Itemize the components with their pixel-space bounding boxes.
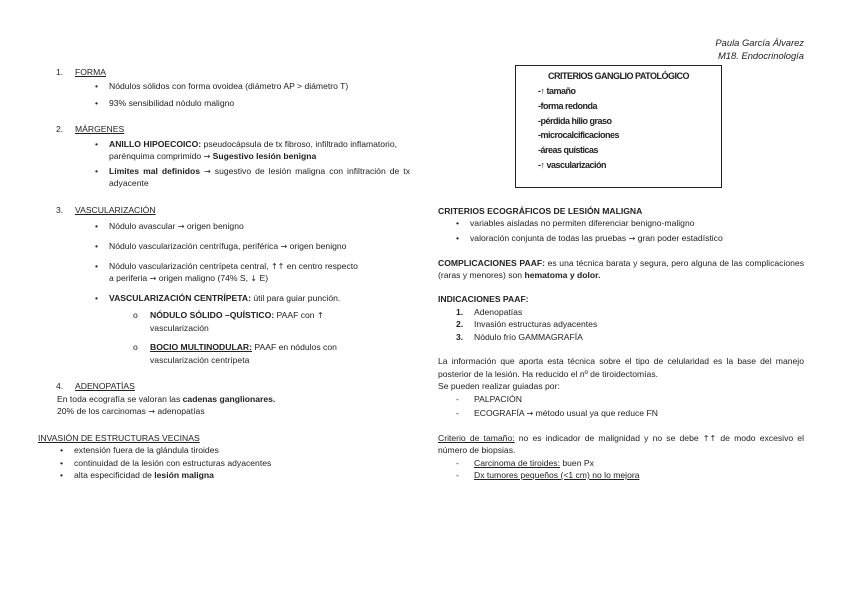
section-tamano bbox=[438, 432, 804, 482]
list-item: • Nódulo avascular → origen benigno bbox=[95, 220, 410, 233]
author-name: Paula García Álvarez bbox=[715, 37, 804, 48]
section-adenopatias: 4. ADENOPATÍAS En toda ecografía se valoran las cadenas ganglionares. 20% de los carcinomas → adenopatías bbox=[38, 380, 410, 418]
paragraph: 20% de los carcinomas → adenopatías bbox=[57, 406, 205, 417]
course-name: M18. Endocrinología bbox=[718, 50, 804, 62]
list-item: • extensión fuera de la glándula tiroides bbox=[60, 444, 410, 456]
list-item: - ECOGRAFÍA → método usual ya que reduce FN bbox=[456, 407, 804, 420]
box-item: -microcalcificaciones bbox=[538, 130, 620, 141]
sub-list-item: o NÓDULO SÓLIDO –QUÍSTICO: PAAF con ↑ vascularización bbox=[133, 309, 370, 334]
list-item: • alta especificidad de lesión maligna bbox=[60, 469, 410, 481]
section-margenes: 2. MÁRGENES • ANILLO HIPOECOICO: pseudocápsula de tx fibroso, infiltrado inflamatorio, parénquima comprimido → Sugestivo lesión benigna • Límites mal definidos → sugestivo de lesión maligna con infiltración de tx adyacente bbox=[38, 123, 410, 190]
list-item: - PALPACIÓN bbox=[456, 393, 804, 405]
section-title: FORMA bbox=[75, 67, 107, 77]
section-forma: 1. FORMA • Nódulos sólidos con forma ovoidea (diámetro AP > diámetro T) • 93% sensibilidad nódulo maligno bbox=[38, 66, 410, 109]
section-complicaciones: COMPLICACIONES PAAF: es una técnica barata y segura, pero alguna de las complicaciones (raras y menores) son hematoma y dolor. bbox=[438, 257, 804, 280]
list-item: • Nódulo vascularización centrífuga, periférica → origen benigno bbox=[95, 240, 410, 253]
section-title: CRITERIOS ECOGRÁFICOS DE LESIÓN MALIGNA bbox=[438, 206, 643, 216]
left-column bbox=[38, 66, 410, 481]
paragraph: En toda ecografía se valoran las cadenas ganglionares. bbox=[57, 393, 276, 404]
box-item: -forma redonda bbox=[538, 100, 598, 111]
paragraph: Criterio de tamaño: no es indicador de malignidad y no se debe ↑↑ de modo excesivo el número de biopsias. bbox=[438, 432, 804, 456]
list-item: • VASCULARIZACIÓN CENTRÍPETA: útil para guiar punción. bbox=[95, 292, 410, 304]
section-criterios bbox=[438, 205, 804, 245]
section-title: INVASIÓN DE ESTRUCTURAS VECINAS bbox=[38, 432, 200, 443]
box-item: -↑ tamaño bbox=[538, 85, 576, 96]
list-item: • variables aisladas no permiten diferenciar benigno-maligno bbox=[456, 217, 804, 229]
criteria-box bbox=[515, 65, 722, 188]
section-vascularizacion: 3. VASCULARIZACIÓN • Nódulo avascular → origen benigno • Nódulo vascularización centrífuga, periférica → origen benigno • Nódulo vascularización centrípeta central, ↑↑ en centro respecto a periferia → origen maligno (74% S, ↓ E) • VASCULARIZACIÓN CENTRÍPETA: útil para guiar punción. o NÓDULO SÓLIDO –QUÍSTICO: PAAF con ↑ vascularización o BOCIO MULTINODULAR: PAAF en nódulos con vascularización centrípeta bbox=[38, 204, 410, 366]
list-item: • Nódulo vascularización centrípeta central, ↑↑ en centro respecto a periferia → origen maligno (74% S, ↓ E) bbox=[95, 260, 359, 285]
list-item: 1. Adenopatías bbox=[456, 306, 523, 317]
sub-list-item: o BOCIO MULTINODULAR: PAAF en nódulos con vascularización centrípeta bbox=[133, 341, 380, 366]
box-item: -↑ vascularización bbox=[538, 160, 607, 171]
section-title: VASCULARIZACIÓN bbox=[75, 204, 156, 215]
right-column bbox=[438, 205, 804, 482]
section-indicaciones bbox=[438, 293, 804, 343]
section-invasion bbox=[38, 432, 410, 482]
section-info bbox=[438, 355, 804, 419]
list-item: • Límites mal definidos → sugestivo de lesión maligna con infiltración de tx adyacente bbox=[95, 165, 410, 190]
section-title: MÁRGENES bbox=[75, 124, 125, 135]
list-item: - Carcinoma de tiroides: buen Px bbox=[456, 457, 804, 469]
page-header bbox=[715, 36, 804, 62]
paragraph: La información que aporta esta técnica sobre el tipo de celularidad es la base del manejo posterior de la lesión. Ha reducido el nº de tiroidectomías. bbox=[438, 356, 804, 379]
list-item: 2. Invasión estructuras adyacentes bbox=[456, 319, 598, 330]
section-title: INDICACIONES PAAF: bbox=[438, 294, 529, 305]
section-title: ADENOPATÍAS bbox=[75, 381, 135, 392]
list-item: • continuidad de la lesión con estructuras adyacentes bbox=[60, 457, 410, 469]
list-item: • Nódulos sólidos con forma ovoidea (diámetro AP > diámetro T) bbox=[95, 80, 410, 92]
box-title: CRITERIOS GANGLIO PATOLÓGICO bbox=[547, 71, 689, 81]
paragraph: Se pueden realizar guiadas por: bbox=[438, 381, 560, 392]
list-item: 3. Nódulo frío GAMMAGRAFÍA bbox=[456, 331, 583, 342]
list-item: • ANILLO HIPOECOICO: pseudocápsula de tx fibroso, infiltrado inflamatorio, parénquima comprimido → Sugestivo lesión benigna bbox=[95, 138, 410, 163]
list-item: • 93% sensibilidad nódulo maligno bbox=[95, 97, 410, 109]
list-item: • valoración conjunta de todas las pruebas → gran poder estadístico bbox=[456, 232, 804, 245]
list-item: - Dx tumores pequeños (<1 cm) no lo mejora bbox=[456, 469, 804, 481]
box-item: -pérdida hilio graso bbox=[538, 115, 612, 126]
box-item: -áreas quísticas bbox=[538, 145, 599, 156]
